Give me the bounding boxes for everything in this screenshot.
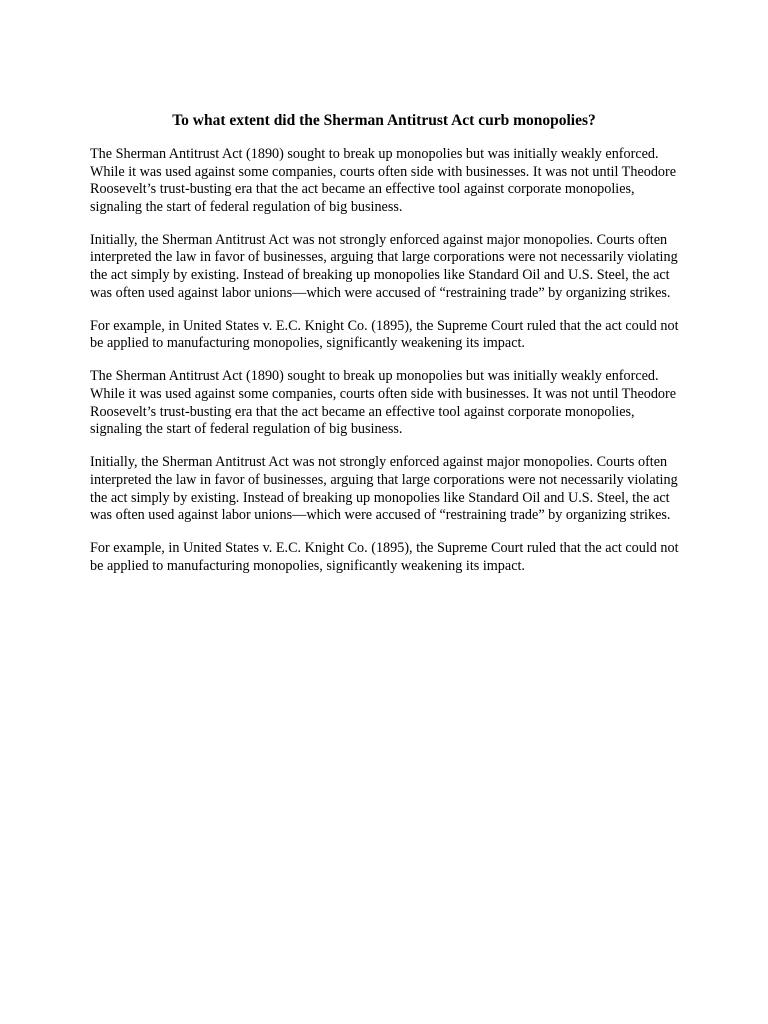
document-title: To what extent did the Sherman Antitrust Act curb monopolies? <box>172 112 596 129</box>
paragraph-1: The Sherman Antitrust Act (1890) sought to break up monopolies but was initially weakly enforced. While it was used against some companies, courts often side with businesses. It was not until Theodore Roosevelt’s trust-busting era that the act became an effective tool against corporate monopolies, signaling the start of federal regulation of big business. <box>90 146 677 215</box>
paragraph-3: For example, in United States v. E.C. Knight Co. (1895), the Supreme Court ruled that the act could not be applied to manufacturing monopolies, significantly weakening its impact. <box>90 317 679 352</box>
paragraph-2: Initially, the Sherman Antitrust Act was not strongly enforced against major monopolies. Courts often interpreted the law in favor of businesses, arguing that large corporations were not necessarily violating the act simply by existing. Instead of breaking up monopolies like Standard Oil and U.S. Steel, the act was often used against labor unions—which were accused of “restraining trade” by organizing strikes. <box>90 231 678 301</box>
paragraph-6: For example, in United States v. E.C. Knight Co. (1895), the Supreme Court ruled that the act could not be applied to manufacturing monopolies, significantly weakening its impact. <box>90 540 679 574</box>
paragraph-5: Initially, the Sherman Antitrust Act was not strongly enforced against major monopolies. Courts often interpreted the law in favor of businesses, arguing that large corporations were not necessarily violating the act simply by existing. Instead of breaking up monopolies like Standard Oil and U.S. Steel, the act was often used against labor unions—which were accused of “restraining trade” by organizing strikes. <box>90 454 678 524</box>
paragraph-4: The Sherman Antitrust Act (1890) sought to break up monopolies but was initially weakly enforced. While it was used against some companies, courts often side with businesses. It was not until Theodore Roosevelt’s trust-busting era that the act became an effective tool against corporate monopolies, signaling the start of federal regulation of big business. <box>90 368 677 438</box>
document-body <box>90 146 680 591</box>
